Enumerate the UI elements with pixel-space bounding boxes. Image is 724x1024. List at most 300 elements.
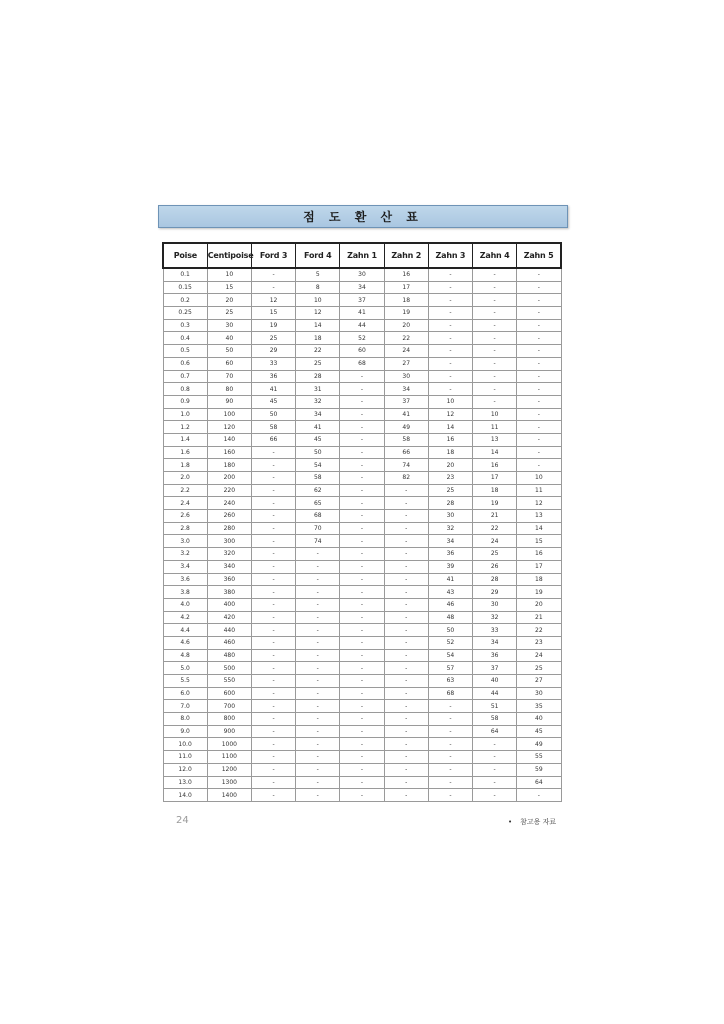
header-row <box>163 243 561 268</box>
table-title-bar <box>158 205 568 228</box>
table-cell: - <box>296 763 340 776</box>
table-cell: - <box>251 789 295 802</box>
table-cell: - <box>428 738 472 751</box>
table-cell: - <box>473 294 517 307</box>
table-cell: - <box>251 751 295 764</box>
table-row <box>163 383 561 396</box>
table-cell: 500 <box>207 662 251 675</box>
table-cell: - <box>384 510 428 523</box>
table-cell: - <box>517 446 561 459</box>
table-cell: 28 <box>473 573 517 586</box>
table-cell: - <box>340 383 384 396</box>
table-cell: - <box>517 307 561 320</box>
table-cell: 0.15 <box>163 281 207 294</box>
table-cell: - <box>384 624 428 637</box>
table-cell: - <box>340 700 384 713</box>
table-cell: 40 <box>473 675 517 688</box>
table-cell: - <box>251 738 295 751</box>
table-cell: - <box>384 776 428 789</box>
table-cell: - <box>251 598 295 611</box>
table-cell: 360 <box>207 573 251 586</box>
table-cell: 7.0 <box>163 700 207 713</box>
table-cell: - <box>340 776 384 789</box>
table-cell: 1.4 <box>163 433 207 446</box>
table-cell: - <box>384 687 428 700</box>
table-cell: 8.0 <box>163 713 207 726</box>
table-cell: 59 <box>517 763 561 776</box>
table-cell: - <box>517 459 561 472</box>
table-cell: - <box>517 408 561 421</box>
table-row <box>163 560 561 573</box>
table-cell: - <box>296 662 340 675</box>
table-cell: 34 <box>428 535 472 548</box>
table-cell: 1.8 <box>163 459 207 472</box>
table-cell: 1000 <box>207 738 251 751</box>
footer-note <box>508 817 556 827</box>
table-cell: - <box>340 370 384 383</box>
table-cell: 25 <box>296 357 340 370</box>
table-cell: 11 <box>473 421 517 434</box>
table-row <box>163 789 561 802</box>
table-cell: 58 <box>473 713 517 726</box>
table-cell: 240 <box>207 497 251 510</box>
table-row <box>163 624 561 637</box>
table-cell: - <box>384 611 428 624</box>
table-cell: 18 <box>296 332 340 345</box>
table-cell: - <box>251 522 295 535</box>
table-row <box>163 370 561 383</box>
table-cell: 10 <box>428 395 472 408</box>
table-cell: - <box>251 725 295 738</box>
table-cell: 41 <box>384 408 428 421</box>
table-cell: - <box>340 510 384 523</box>
table-cell: - <box>251 548 295 561</box>
table-row <box>163 497 561 510</box>
table-cell: 40 <box>517 713 561 726</box>
table-cell: - <box>428 332 472 345</box>
table-row <box>163 751 561 764</box>
table-cell: 16 <box>473 459 517 472</box>
table-cell: - <box>473 281 517 294</box>
table-cell: - <box>340 573 384 586</box>
table-cell: - <box>384 497 428 510</box>
table-row <box>163 484 561 497</box>
table-cell: - <box>517 433 561 446</box>
table-cell: - <box>517 319 561 332</box>
table-cell: 17 <box>517 560 561 573</box>
table-cell: 20 <box>517 598 561 611</box>
table-row <box>163 687 561 700</box>
column-header: Zahn 5 <box>517 243 561 268</box>
table-cell: 380 <box>207 586 251 599</box>
table-cell: 0.5 <box>163 345 207 358</box>
table-cell: 3.6 <box>163 573 207 586</box>
table-cell: 17 <box>384 281 428 294</box>
table-cell: 2.8 <box>163 522 207 535</box>
table-row <box>163 395 561 408</box>
table-cell: 30 <box>340 268 384 281</box>
table-row <box>163 319 561 332</box>
table-cell: - <box>428 370 472 383</box>
table-cell: - <box>251 573 295 586</box>
table-cell: 0.6 <box>163 357 207 370</box>
table-cell: 14 <box>517 522 561 535</box>
table-cell: 49 <box>384 421 428 434</box>
table-cell: - <box>251 611 295 624</box>
table-cell: 37 <box>340 294 384 307</box>
table-row <box>163 408 561 421</box>
table-cell: 22 <box>517 624 561 637</box>
table-cell: 1100 <box>207 751 251 764</box>
table-cell: 22 <box>296 345 340 358</box>
viscosity-conversion-table <box>162 242 562 802</box>
table-cell: 1200 <box>207 763 251 776</box>
table-cell: - <box>473 307 517 320</box>
table-cell: 41 <box>340 307 384 320</box>
table-cell: 460 <box>207 636 251 649</box>
table-cell: - <box>473 370 517 383</box>
table-cell: 29 <box>473 586 517 599</box>
table-cell: 74 <box>296 535 340 548</box>
table-cell: 64 <box>473 725 517 738</box>
table-cell: 36 <box>428 548 472 561</box>
table-cell: - <box>473 319 517 332</box>
table-cell: 49 <box>517 738 561 751</box>
table-cell: - <box>296 776 340 789</box>
table-cell: 25 <box>251 332 295 345</box>
table-cell: 11 <box>517 484 561 497</box>
table-cell: - <box>251 636 295 649</box>
table-cell: 24 <box>473 535 517 548</box>
table-cell: - <box>517 345 561 358</box>
table-cell: - <box>340 446 384 459</box>
table-cell: - <box>384 662 428 675</box>
table-cell: 50 <box>428 624 472 637</box>
table-title: 점 도 환 산 표 <box>303 210 423 224</box>
table-cell: - <box>251 713 295 726</box>
table-cell: 11.0 <box>163 751 207 764</box>
table-cell: - <box>340 738 384 751</box>
table-cell: 18 <box>384 294 428 307</box>
table-cell: 2.2 <box>163 484 207 497</box>
table-row <box>163 649 561 662</box>
table-cell: 17 <box>473 472 517 485</box>
table-row <box>163 307 561 320</box>
column-header: Ford 3 <box>251 243 295 268</box>
table-cell: - <box>384 560 428 573</box>
table-cell: 2.4 <box>163 497 207 510</box>
table-cell: 28 <box>296 370 340 383</box>
table-row <box>163 598 561 611</box>
table-cell: 39 <box>428 560 472 573</box>
table-row <box>163 357 561 370</box>
table-cell: 25 <box>473 548 517 561</box>
table-cell: 1400 <box>207 789 251 802</box>
table-row <box>163 345 561 358</box>
column-header: Poise <box>163 243 207 268</box>
table-cell: 440 <box>207 624 251 637</box>
table-cell: - <box>251 675 295 688</box>
table-cell: - <box>384 751 428 764</box>
table-cell: 13 <box>517 510 561 523</box>
table-cell: 43 <box>428 586 472 599</box>
table-cell: - <box>473 345 517 358</box>
table-cell: 16 <box>517 548 561 561</box>
table-cell: - <box>384 535 428 548</box>
table-row <box>163 281 561 294</box>
table-cell: - <box>251 776 295 789</box>
table-cell: - <box>340 751 384 764</box>
table-row <box>163 332 561 345</box>
table-cell: 3.2 <box>163 548 207 561</box>
table-cell: 14 <box>428 421 472 434</box>
table-cell: 34 <box>296 408 340 421</box>
table-cell: 5 <box>296 268 340 281</box>
table-cell: 140 <box>207 433 251 446</box>
table-cell: 14 <box>473 446 517 459</box>
table-cell: - <box>251 268 295 281</box>
table-cell: - <box>296 725 340 738</box>
table-cell: 34 <box>473 636 517 649</box>
table-cell: - <box>340 548 384 561</box>
table-cell: 13 <box>473 433 517 446</box>
table-cell: 200 <box>207 472 251 485</box>
table-cell: - <box>251 459 295 472</box>
table-cell: 45 <box>251 395 295 408</box>
table-cell: 0.8 <box>163 383 207 396</box>
table-cell: 9.0 <box>163 725 207 738</box>
footer-note-text: 참고용 자료 <box>520 818 557 826</box>
table-cell: - <box>428 713 472 726</box>
table-cell: 18 <box>473 484 517 497</box>
table-row <box>163 725 561 738</box>
table-cell: - <box>517 294 561 307</box>
table-cell: 300 <box>207 535 251 548</box>
table-cell: 20 <box>428 459 472 472</box>
table-cell: 420 <box>207 611 251 624</box>
table-cell: 0.7 <box>163 370 207 383</box>
table-cell: 66 <box>251 433 295 446</box>
table-cell: - <box>340 459 384 472</box>
table-cell: 280 <box>207 522 251 535</box>
table-cell: - <box>384 598 428 611</box>
table-cell: 74 <box>384 459 428 472</box>
table-cell: 29 <box>251 345 295 358</box>
table-cell: 5.5 <box>163 675 207 688</box>
table-cell: 50 <box>296 446 340 459</box>
table-row <box>163 446 561 459</box>
table-cell: 20 <box>384 319 428 332</box>
table-cell: - <box>517 395 561 408</box>
table-cell: - <box>251 510 295 523</box>
table-cell: - <box>428 383 472 396</box>
table-cell: 0.4 <box>163 332 207 345</box>
table-cell: 10.0 <box>163 738 207 751</box>
table-cell: - <box>384 700 428 713</box>
table-cell: 48 <box>428 611 472 624</box>
table-cell: - <box>428 268 472 281</box>
table-cell: 260 <box>207 510 251 523</box>
table-cell: 60 <box>207 357 251 370</box>
table-row <box>163 700 561 713</box>
table-cell: - <box>517 789 561 802</box>
table-row <box>163 738 561 751</box>
table-cell: 58 <box>296 472 340 485</box>
table-cell: - <box>384 789 428 802</box>
table-cell: 400 <box>207 598 251 611</box>
table-cell: 28 <box>428 497 472 510</box>
table-cell: 3.0 <box>163 535 207 548</box>
table-cell: - <box>340 497 384 510</box>
table-cell: - <box>384 484 428 497</box>
table-cell: 1.2 <box>163 421 207 434</box>
table-cell: - <box>473 395 517 408</box>
table-cell: - <box>340 675 384 688</box>
table-cell: 41 <box>428 573 472 586</box>
table-cell: 31 <box>296 383 340 396</box>
table-cell: - <box>296 751 340 764</box>
table-cell: 37 <box>473 662 517 675</box>
table-cell: - <box>296 586 340 599</box>
table-cell: - <box>340 395 384 408</box>
table-cell: - <box>251 700 295 713</box>
table-cell: 68 <box>428 687 472 700</box>
table-cell: 18 <box>517 573 561 586</box>
table-cell: 21 <box>517 611 561 624</box>
table-cell: 12 <box>296 307 340 320</box>
table-row <box>163 548 561 561</box>
table-cell: 30 <box>207 319 251 332</box>
table-cell: 2.0 <box>163 472 207 485</box>
table-cell: 26 <box>473 560 517 573</box>
table-cell: - <box>428 763 472 776</box>
table-cell: - <box>340 472 384 485</box>
table-cell: 40 <box>207 332 251 345</box>
table-cell: - <box>296 738 340 751</box>
table-cell: - <box>384 522 428 535</box>
table-cell: 68 <box>296 510 340 523</box>
table-row <box>163 675 561 688</box>
table-cell: 25 <box>428 484 472 497</box>
table-cell: 30 <box>428 510 472 523</box>
table-cell: - <box>428 776 472 789</box>
table-cell: 22 <box>384 332 428 345</box>
table-cell: - <box>296 649 340 662</box>
table-cell: 1300 <box>207 776 251 789</box>
table-cell: 32 <box>296 395 340 408</box>
table-cell: 480 <box>207 649 251 662</box>
table-cell: 32 <box>473 611 517 624</box>
table-cell: - <box>428 294 472 307</box>
table-cell: 30 <box>384 370 428 383</box>
table-row <box>163 611 561 624</box>
table-cell: 51 <box>473 700 517 713</box>
table-cell: - <box>340 408 384 421</box>
table-cell: - <box>340 687 384 700</box>
table-cell: - <box>473 383 517 396</box>
table-row <box>163 294 561 307</box>
table-cell: 25 <box>207 307 251 320</box>
table-cell: - <box>473 776 517 789</box>
table-cell: - <box>473 751 517 764</box>
table-cell: 80 <box>207 383 251 396</box>
table-cell: - <box>473 268 517 281</box>
table-cell: - <box>340 789 384 802</box>
table-cell: - <box>251 484 295 497</box>
table-cell: - <box>473 332 517 345</box>
table-cell: 55 <box>517 751 561 764</box>
table-cell: - <box>296 636 340 649</box>
table-cell: - <box>251 281 295 294</box>
table-cell: - <box>340 649 384 662</box>
table-cell: 0.9 <box>163 395 207 408</box>
table-row <box>163 573 561 586</box>
table-cell: - <box>296 789 340 802</box>
table-cell: 4.8 <box>163 649 207 662</box>
table-cell: 19 <box>517 586 561 599</box>
table-cell: 45 <box>296 433 340 446</box>
table-cell: - <box>251 662 295 675</box>
table-cell: 68 <box>340 357 384 370</box>
table-cell: 900 <box>207 725 251 738</box>
table-cell: 33 <box>251 357 295 370</box>
table-cell: - <box>296 624 340 637</box>
table-cell: - <box>428 789 472 802</box>
table-cell: - <box>296 675 340 688</box>
table-row <box>163 459 561 472</box>
table-cell: - <box>340 421 384 434</box>
table-cell: - <box>517 332 561 345</box>
table-cell: - <box>473 738 517 751</box>
table-cell: 12 <box>428 408 472 421</box>
table-cell: - <box>428 319 472 332</box>
table-cell: 10 <box>207 268 251 281</box>
table-cell: 15 <box>517 535 561 548</box>
table-cell: - <box>428 281 472 294</box>
table-cell: - <box>296 573 340 586</box>
table-cell: 36 <box>473 649 517 662</box>
table-cell: - <box>384 738 428 751</box>
table-cell: 35 <box>517 700 561 713</box>
table-cell: 1.0 <box>163 408 207 421</box>
table-cell: 0.25 <box>163 307 207 320</box>
bullet-icon: • <box>508 818 513 826</box>
table-cell: - <box>296 548 340 561</box>
table-cell: 58 <box>384 433 428 446</box>
table-cell: 20 <box>207 294 251 307</box>
table-body <box>163 268 561 801</box>
table-cell: 70 <box>296 522 340 535</box>
table-cell: - <box>428 725 472 738</box>
column-header: Ford 4 <box>296 243 340 268</box>
table-cell: 19 <box>251 319 295 332</box>
table-cell: 52 <box>428 636 472 649</box>
table-cell: 27 <box>517 675 561 688</box>
table-cell: 12 <box>517 497 561 510</box>
table-cell: - <box>251 535 295 548</box>
table-cell: 70 <box>207 370 251 383</box>
table-cell: 46 <box>428 598 472 611</box>
table-cell: 90 <box>207 395 251 408</box>
table-cell: 22 <box>473 522 517 535</box>
table-cell: - <box>517 370 561 383</box>
table-row <box>163 268 561 281</box>
table-cell: - <box>296 700 340 713</box>
table-cell: 54 <box>428 649 472 662</box>
table-cell: 13.0 <box>163 776 207 789</box>
table-cell: - <box>340 598 384 611</box>
table-cell: - <box>251 446 295 459</box>
